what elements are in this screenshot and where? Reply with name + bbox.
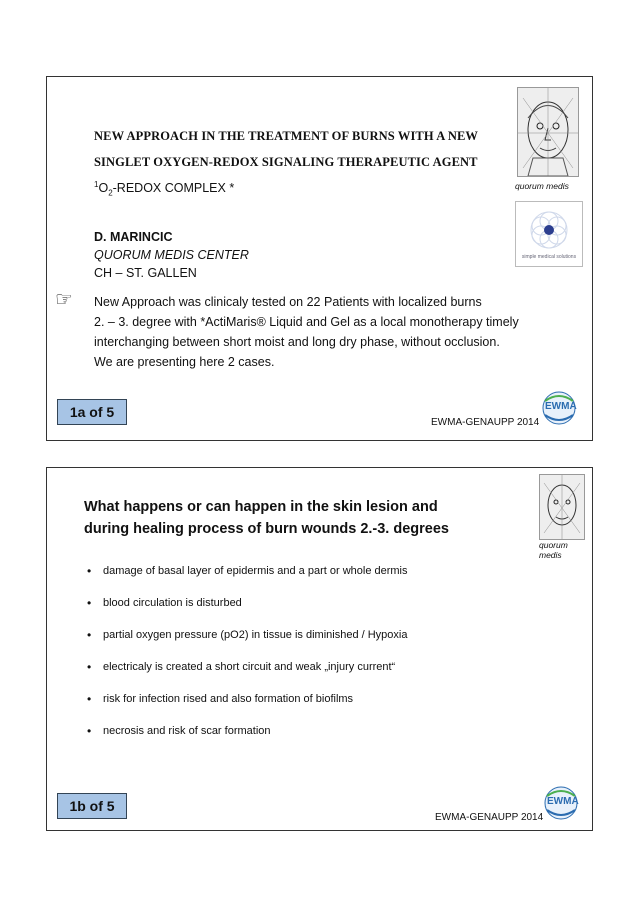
author-name: D. MARINCIC xyxy=(94,230,173,244)
bullet-text: electricaly is created a short circuit and weak „injury current“ xyxy=(103,661,396,673)
portrait-sketch-icon xyxy=(540,475,584,539)
ewma-logo xyxy=(537,389,579,427)
note-line: New Approach was clinicaly tested on 22 Patients with localized burns xyxy=(94,295,482,309)
quorum-medis-caption: quorum medis xyxy=(515,181,569,191)
note-line: interchanging between short moist and long dry phase, without occlusion. xyxy=(94,335,500,349)
medical-solutions-logo xyxy=(515,201,583,267)
complex-superscript: 1 xyxy=(94,180,99,189)
list-item xyxy=(87,595,527,627)
ewma-logo-text: EWMA xyxy=(547,796,579,807)
slide-number-badge: 1b of 5 xyxy=(57,793,127,819)
slide1-title-line1: NEW APPROACH IN THE TREATMENT OF BURNS WITH A NEW xyxy=(94,129,479,143)
slide2-heading xyxy=(84,496,449,540)
bullet-icon: • xyxy=(87,660,92,674)
ewma-logo xyxy=(539,784,581,822)
ewma-logo-text: EWMA xyxy=(545,401,577,412)
bullet-text: partial oxygen pressure (pO2) in tissue is diminished / Hypoxia xyxy=(103,629,408,641)
bullet-text: risk for infection rised and also formation of biofilms xyxy=(103,693,354,705)
conference-footer: EWMA-GENAUPP 2014 xyxy=(431,417,540,428)
bullet-list xyxy=(87,563,527,755)
list-item xyxy=(87,723,527,755)
quorum-medis-caption: quorum medis xyxy=(539,540,568,560)
location: CH – ST. GALLEN xyxy=(94,266,197,280)
slide-1a xyxy=(46,76,593,441)
bullet-icon: • xyxy=(87,628,92,642)
slide1-title-line2: SINGLET OXYGEN-REDOX SIGNALING THERAPEUTIC AGENT xyxy=(94,155,478,169)
bullet-icon: • xyxy=(87,564,92,578)
bullet-text: blood circulation is disturbed xyxy=(103,597,242,609)
complex-subscript: 2 xyxy=(108,188,113,198)
list-item xyxy=(87,627,527,659)
heading-line: during healing process of burn wounds 2.-3. degrees xyxy=(84,521,449,537)
bullet-icon: • xyxy=(87,596,92,610)
portrait-sketch-icon xyxy=(518,88,578,176)
list-item xyxy=(87,659,527,691)
slide-1b xyxy=(46,467,593,831)
bullet-text: damage of basal layer of epidermis and a part or whole dermis xyxy=(103,565,408,577)
bullet-icon: • xyxy=(87,724,92,738)
complex-oxygen: O xyxy=(98,181,109,196)
bullet-icon: • xyxy=(87,692,92,706)
note-line: 2. – 3. degree with *ActiMaris® Liquid and Gel as a local monotherapy timely xyxy=(94,315,519,329)
note-paragraph xyxy=(94,292,519,372)
heading-line: What happens or can happen in the skin lesion and xyxy=(84,499,438,515)
portrait-sketch-image xyxy=(517,87,579,177)
center-name: QUORUM MEDIS CENTER xyxy=(94,248,249,262)
list-item xyxy=(87,691,527,723)
pointing-hand-icon: ☞ xyxy=(55,287,73,311)
complex-rest: -REDOX COMPLEX * xyxy=(112,181,235,196)
bullet-text: necrosis and risk of scar formation xyxy=(103,725,271,737)
complex-label xyxy=(94,175,234,204)
note-line: We are presenting here 2 cases. xyxy=(94,355,275,369)
list-item xyxy=(87,563,527,595)
logo-caption: simple medical solutions xyxy=(521,254,577,260)
slide-number-badge: 1a of 5 xyxy=(57,399,127,425)
conference-footer: EWMA-GENAUPP 2014 xyxy=(435,812,544,823)
portrait-sketch-image xyxy=(539,474,585,540)
